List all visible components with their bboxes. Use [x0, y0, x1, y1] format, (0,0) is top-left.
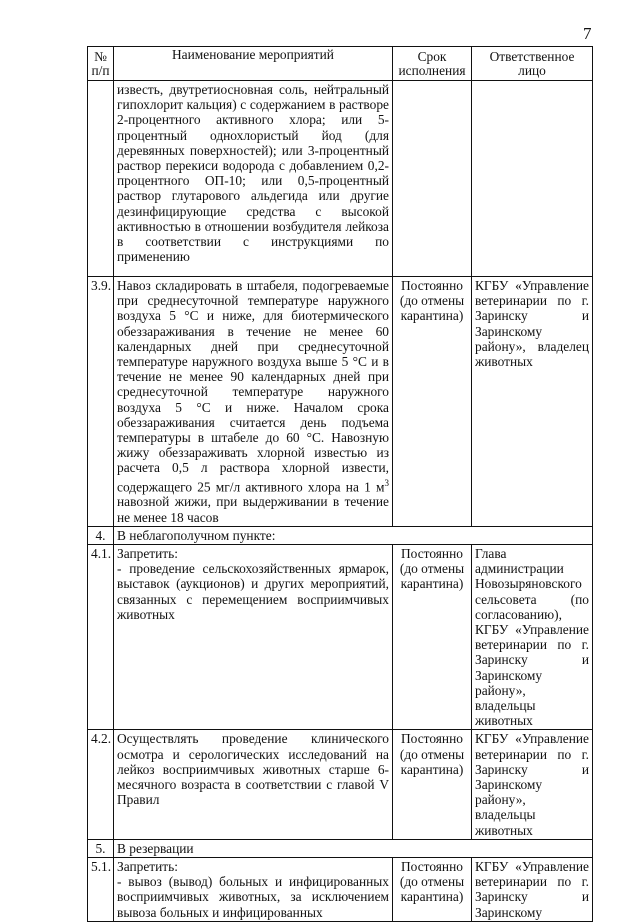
row-responsible: КГБУ «Управление ветеринарии по г. Заринску и Заринскому [472, 857, 593, 921]
row-num: 4.1. [88, 544, 114, 729]
section-num: 4. [88, 526, 114, 544]
row-num: 5.1. [88, 857, 114, 921]
superscript-3: 3 [384, 477, 389, 488]
row-responsible [472, 81, 593, 277]
section-row [88, 839, 593, 857]
row-term [393, 81, 472, 277]
table-row [88, 544, 593, 729]
header-responsible: Ответственное лицо [472, 47, 593, 81]
section-title: В неблагополучном пункте: [114, 526, 593, 544]
row-num [88, 81, 114, 277]
row-responsible: Глава администрации Новозыряновского сельсовета (по согласованию), КГБУ «Управление ветеринарии по г. Заринску и Заринскому району», владельцы животных [472, 544, 593, 729]
table-row [88, 857, 593, 921]
row-activity [114, 277, 393, 527]
row-activity: Запретить: - вывоз (вывод) больных и инфицированных восприимчивых животных, за исключением вывоза больных и инфицированных [114, 857, 393, 921]
row-num: 4.2. [88, 730, 114, 839]
header-activity: Наименование мероприятий [114, 47, 393, 81]
section-row [88, 526, 593, 544]
section-title: В резервации [114, 839, 593, 857]
row-num: 3.9. [88, 277, 114, 527]
table-header-row [88, 47, 593, 81]
table-row [88, 81, 593, 277]
row-activity: известь, двутретиосновная соль, нейтральный гипохлорит кальция) с содержанием в растворе 2-процентного активного хлора; или 5-процентный однохлористый йод (для деревянных поверхностей); или 3-процентный раствор перекиси водорода с добавлением 0,2-процентного ОП-10; или 0,5-процентный раствор глутарового альдегида или другие дезинфицирующие средства с высокой активностью в отношении возбудителя лейкоза в соответствии с инструкциями по применению [114, 81, 393, 277]
row-term: Постоянно (до отмены карантина) [393, 277, 472, 527]
row-responsible: КГБУ «Управление ветеринарии по г. Заринску и Заринскому району», владелец животных [472, 277, 593, 527]
activity-text-continued: навозной жижи, при выдерживании в течение не менее 18 часов [117, 494, 389, 525]
row-term: Постоянно (до отмены карантина) [393, 544, 472, 729]
measures-table [87, 46, 593, 922]
row-term: Постоянно (до отмены карантина) [393, 857, 472, 921]
table-row [88, 277, 593, 527]
row-activity: Осуществлять проведение клинического осмотра и серологических исследований на лейкоз восприимчивых животных старше 6-месячного возраста в соответствии с главой V Правил [114, 730, 393, 839]
section-num: 5. [88, 839, 114, 857]
activity-text: Навоз складировать в штабеля, подогреваемые при среднесуточной температуре наружного воздуха 5 °С и ниже, для биотермического обеззараживания в течение не менее 60 календарных дней при среднесуточной температуре наружного воздуха выше 5 °С и в течение не менее 90 календарных дней при среднесуточной температуре наружного воздуха 5 °С и ниже. Началом срока обеззараживания считается день подъема температуры в штабеле до 60 °С. Навозную жижу обеззараживать хлорной известью из расчета 0,5 л раствора хлорной извести, содержащего 25 мг/л активного хлора на 1 м [117, 278, 389, 495]
header-term: Срок исполнения [393, 47, 472, 81]
row-term: Постоянно (до отмены карантина) [393, 730, 472, 839]
header-num: № п/п [88, 47, 114, 81]
row-activity: Запретить: - проведение сельскохозяйственных ярмарок, выставок (аукционов) и других мероприятий, связанных с перемещением восприимчивых животных [114, 544, 393, 729]
table-row [88, 730, 593, 839]
page-number: 7 [583, 24, 592, 43]
row-responsible: КГБУ «Управление ветеринарии по г. Заринску и Заринскому району», владельцы животных [472, 730, 593, 839]
